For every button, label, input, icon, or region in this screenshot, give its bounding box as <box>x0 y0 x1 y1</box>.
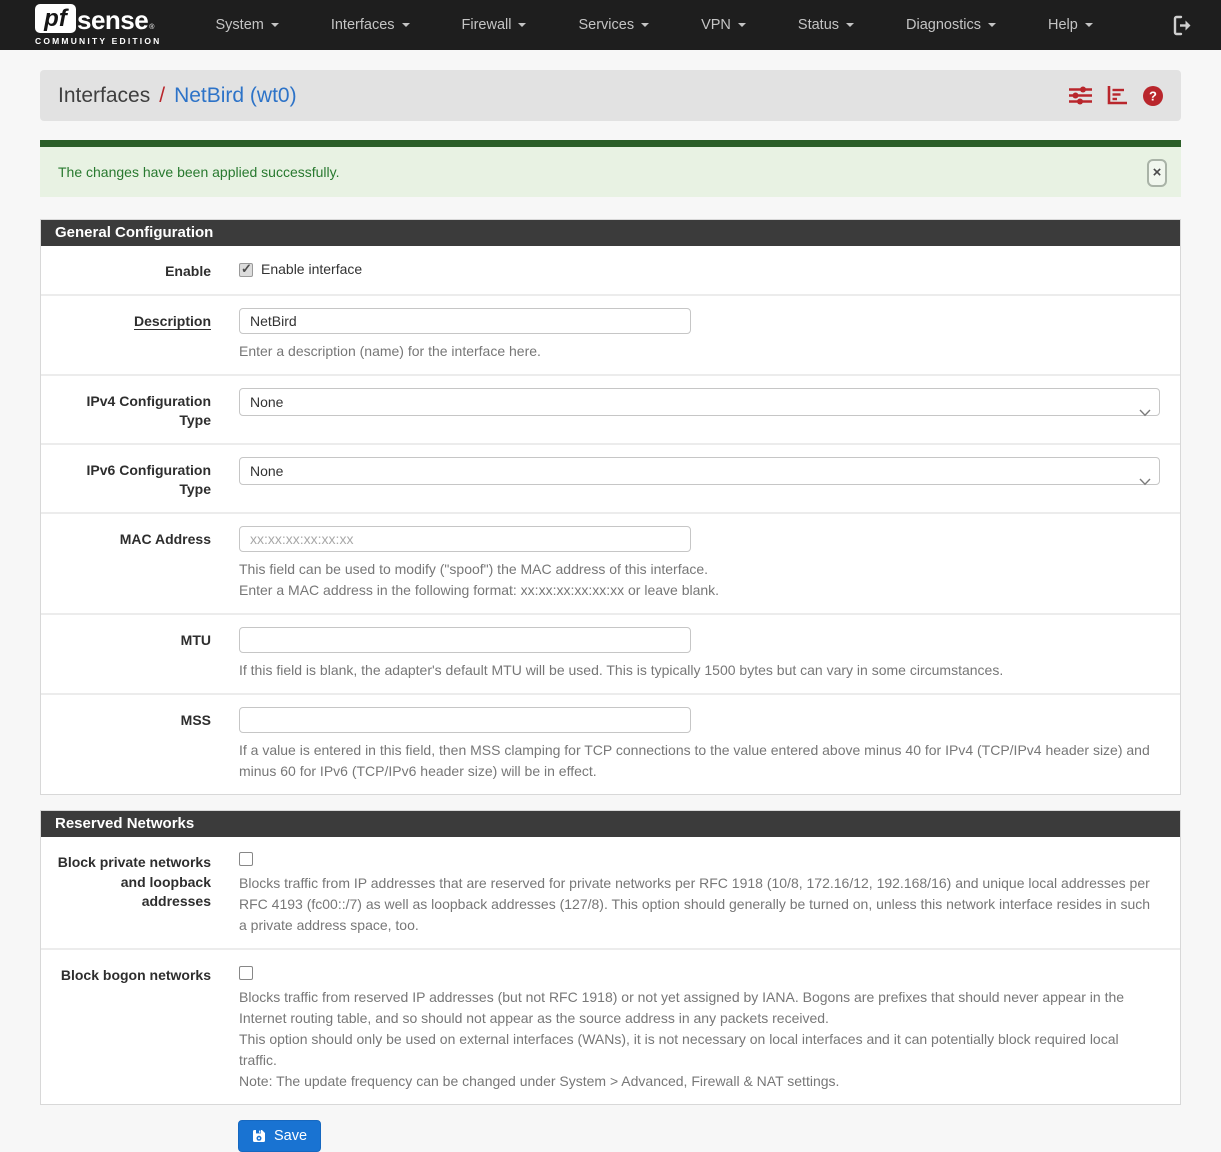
ipv6-configuration-type-label: IPv6 Configuration Type <box>86 461 211 498</box>
mac-address-label: MAC Address <box>119 530 211 547</box>
mss-input[interactable] <box>239 707 691 733</box>
description-label: Description <box>133 312 211 329</box>
pf-logo-text: pf <box>44 4 67 32</box>
block-bogon-networks-help: Blocks traffic from reserved IP addresses (but not RFC 1918) or not yet assigned by IANA. Bogons are prefixes that should never appear in the Internet routing table, and so should not appear as the source address in any packets received. This option should only be used on external interfaces (WANs), it is not necessary on local interfaces and it can potentially block required local traffic. Note: The update frequency can be changed under System > Advanced, Firewall & NAT settings. <box>239 988 1125 1089</box>
caret-down-icon <box>402 23 410 27</box>
nav-menu-label: Services <box>578 17 635 33</box>
ipv4-configuration-type-row <box>41 374 1180 443</box>
nav-menu-interfaces[interactable] <box>305 17 436 33</box>
help-question-icon[interactable] <box>1143 86 1163 106</box>
nav-menu-help[interactable] <box>1022 17 1119 33</box>
ipv4-configuration-type-select[interactable] <box>239 388 1160 416</box>
mss-help: If a value is entered in this field, then MSS clamping for TCP connections to the value entered above minus 40 for IPv4 (TCP/IPv4 header size) and minus 60 for IPv6 (TCP/IPv6 header size) will be in effect. <box>239 741 1150 779</box>
community-edition-label: COMMUNITY EDITION <box>35 36 162 46</box>
block-bogon-networks-label: Block bogon networks <box>60 967 211 984</box>
caret-down-icon <box>738 23 746 27</box>
save-icon <box>252 1129 266 1143</box>
caret-down-icon <box>988 23 996 27</box>
form-actions <box>40 1120 1181 1152</box>
mtu-input[interactable] <box>239 627 691 653</box>
nav-menu-label: Interfaces <box>330 17 395 33</box>
success-alert-message: The changes have been applied successfully. <box>58 164 340 180</box>
svg-text:?: ? <box>1149 88 1157 103</box>
enable-label: Enable <box>165 263 211 279</box>
description-input[interactable] <box>239 308 691 334</box>
sign-out-icon[interactable] <box>1172 15 1193 36</box>
mtu-row <box>41 613 1180 693</box>
caret-down-icon <box>271 23 279 27</box>
ipv4-configuration-type-label: IPv4 Configuration Type <box>86 392 211 429</box>
nav-menu-system[interactable] <box>190 17 305 33</box>
block-private-networks-help: Blocks traffic from IP addresses that are reserved for private networks per RFC 1918 (10/8, 172.16/12, 192.168/16) and unique local addresses per RFC 4193 (fc00::/7) as well as loopback addresses (127/8). This option should generally be turned on, unless this network interface resides in such a private address space, too. <box>239 875 1151 934</box>
enable-row <box>41 246 1180 294</box>
ipv6-configuration-type-row <box>41 443 1180 512</box>
nav-menu-diagnostics[interactable] <box>880 17 1022 33</box>
mac-address-row <box>41 512 1180 613</box>
nav-menu-label: Firewall <box>461 17 512 33</box>
nav-menu-label: Status <box>797 17 840 33</box>
save-button-label: Save <box>274 1127 308 1144</box>
panel-title: General Configuration <box>41 220 1180 246</box>
enable-interface-checkbox[interactable] <box>239 263 253 277</box>
nav-menu-label: Help <box>1047 17 1078 33</box>
description-help: Enter a description (name) for the interface here. <box>239 342 541 359</box>
save-button[interactable] <box>238 1120 321 1152</box>
mss-row <box>41 693 1180 794</box>
breadcrumb <box>40 70 1181 121</box>
block-bogon-networks-row <box>41 948 1180 1103</box>
reserved-networks-panel <box>40 810 1181 1105</box>
block-bogon-networks-checkbox[interactable] <box>239 966 253 980</box>
breadcrumb-section: Interfaces <box>58 83 151 107</box>
success-alert <box>40 140 1181 197</box>
general-configuration-panel <box>40 219 1181 795</box>
pf-logo-box <box>35 4 76 33</box>
status-chart-icon[interactable] <box>1107 86 1128 105</box>
pfsense-logo[interactable] <box>35 4 162 46</box>
breadcrumb-actions <box>1069 86 1163 106</box>
related-settings-sliders-icon[interactable] <box>1069 86 1092 105</box>
mtu-help: If this field is blank, the adapter's default MTU will be used. This is typically 1500 bytes but can vary in some circumstances. <box>239 661 1004 678</box>
top-navbar <box>0 0 1221 50</box>
nav-menu-label: Diagnostics <box>906 17 981 33</box>
nav-menu <box>190 17 1173 33</box>
sense-logo-text: sense <box>77 5 149 35</box>
block-private-networks-row <box>41 837 1180 948</box>
mac-address-input[interactable] <box>239 526 691 552</box>
caret-down-icon <box>518 23 526 27</box>
caret-down-icon <box>1085 23 1093 27</box>
description-row <box>41 294 1180 374</box>
caret-down-icon <box>641 23 649 27</box>
mss-label: MSS <box>180 711 211 728</box>
close-icon[interactable]: × <box>1147 159 1167 187</box>
nav-menu-vpn[interactable] <box>675 17 772 33</box>
enable-interface-checkbox-label: Enable interface <box>261 261 363 277</box>
nav-menu-firewall[interactable] <box>436 17 553 33</box>
block-private-networks-label: Block private networks and loopback addresses <box>57 853 211 910</box>
nav-menu-label: VPN <box>701 17 731 33</box>
registered-mark: ® <box>149 24 155 31</box>
caret-down-icon <box>846 23 854 27</box>
breadcrumb-current-link[interactable]: NetBird (wt0) <box>174 83 297 107</box>
nav-menu-status[interactable] <box>772 17 880 33</box>
nav-menu-services[interactable] <box>552 17 675 33</box>
mtu-label: MTU <box>180 631 211 648</box>
mac-address-help: This field can be used to modify ("spoof") the MAC address of this interface. Enter a MAC address in the following format: xx:xx:xx:xx:xx:xx or leave blank. <box>239 560 720 598</box>
panel-title: Reserved Networks <box>41 811 1180 837</box>
block-private-networks-checkbox[interactable] <box>239 852 253 866</box>
breadcrumb-separator: / <box>159 83 166 107</box>
ipv6-configuration-type-select[interactable] <box>239 457 1160 485</box>
nav-menu-label: System <box>215 17 264 33</box>
